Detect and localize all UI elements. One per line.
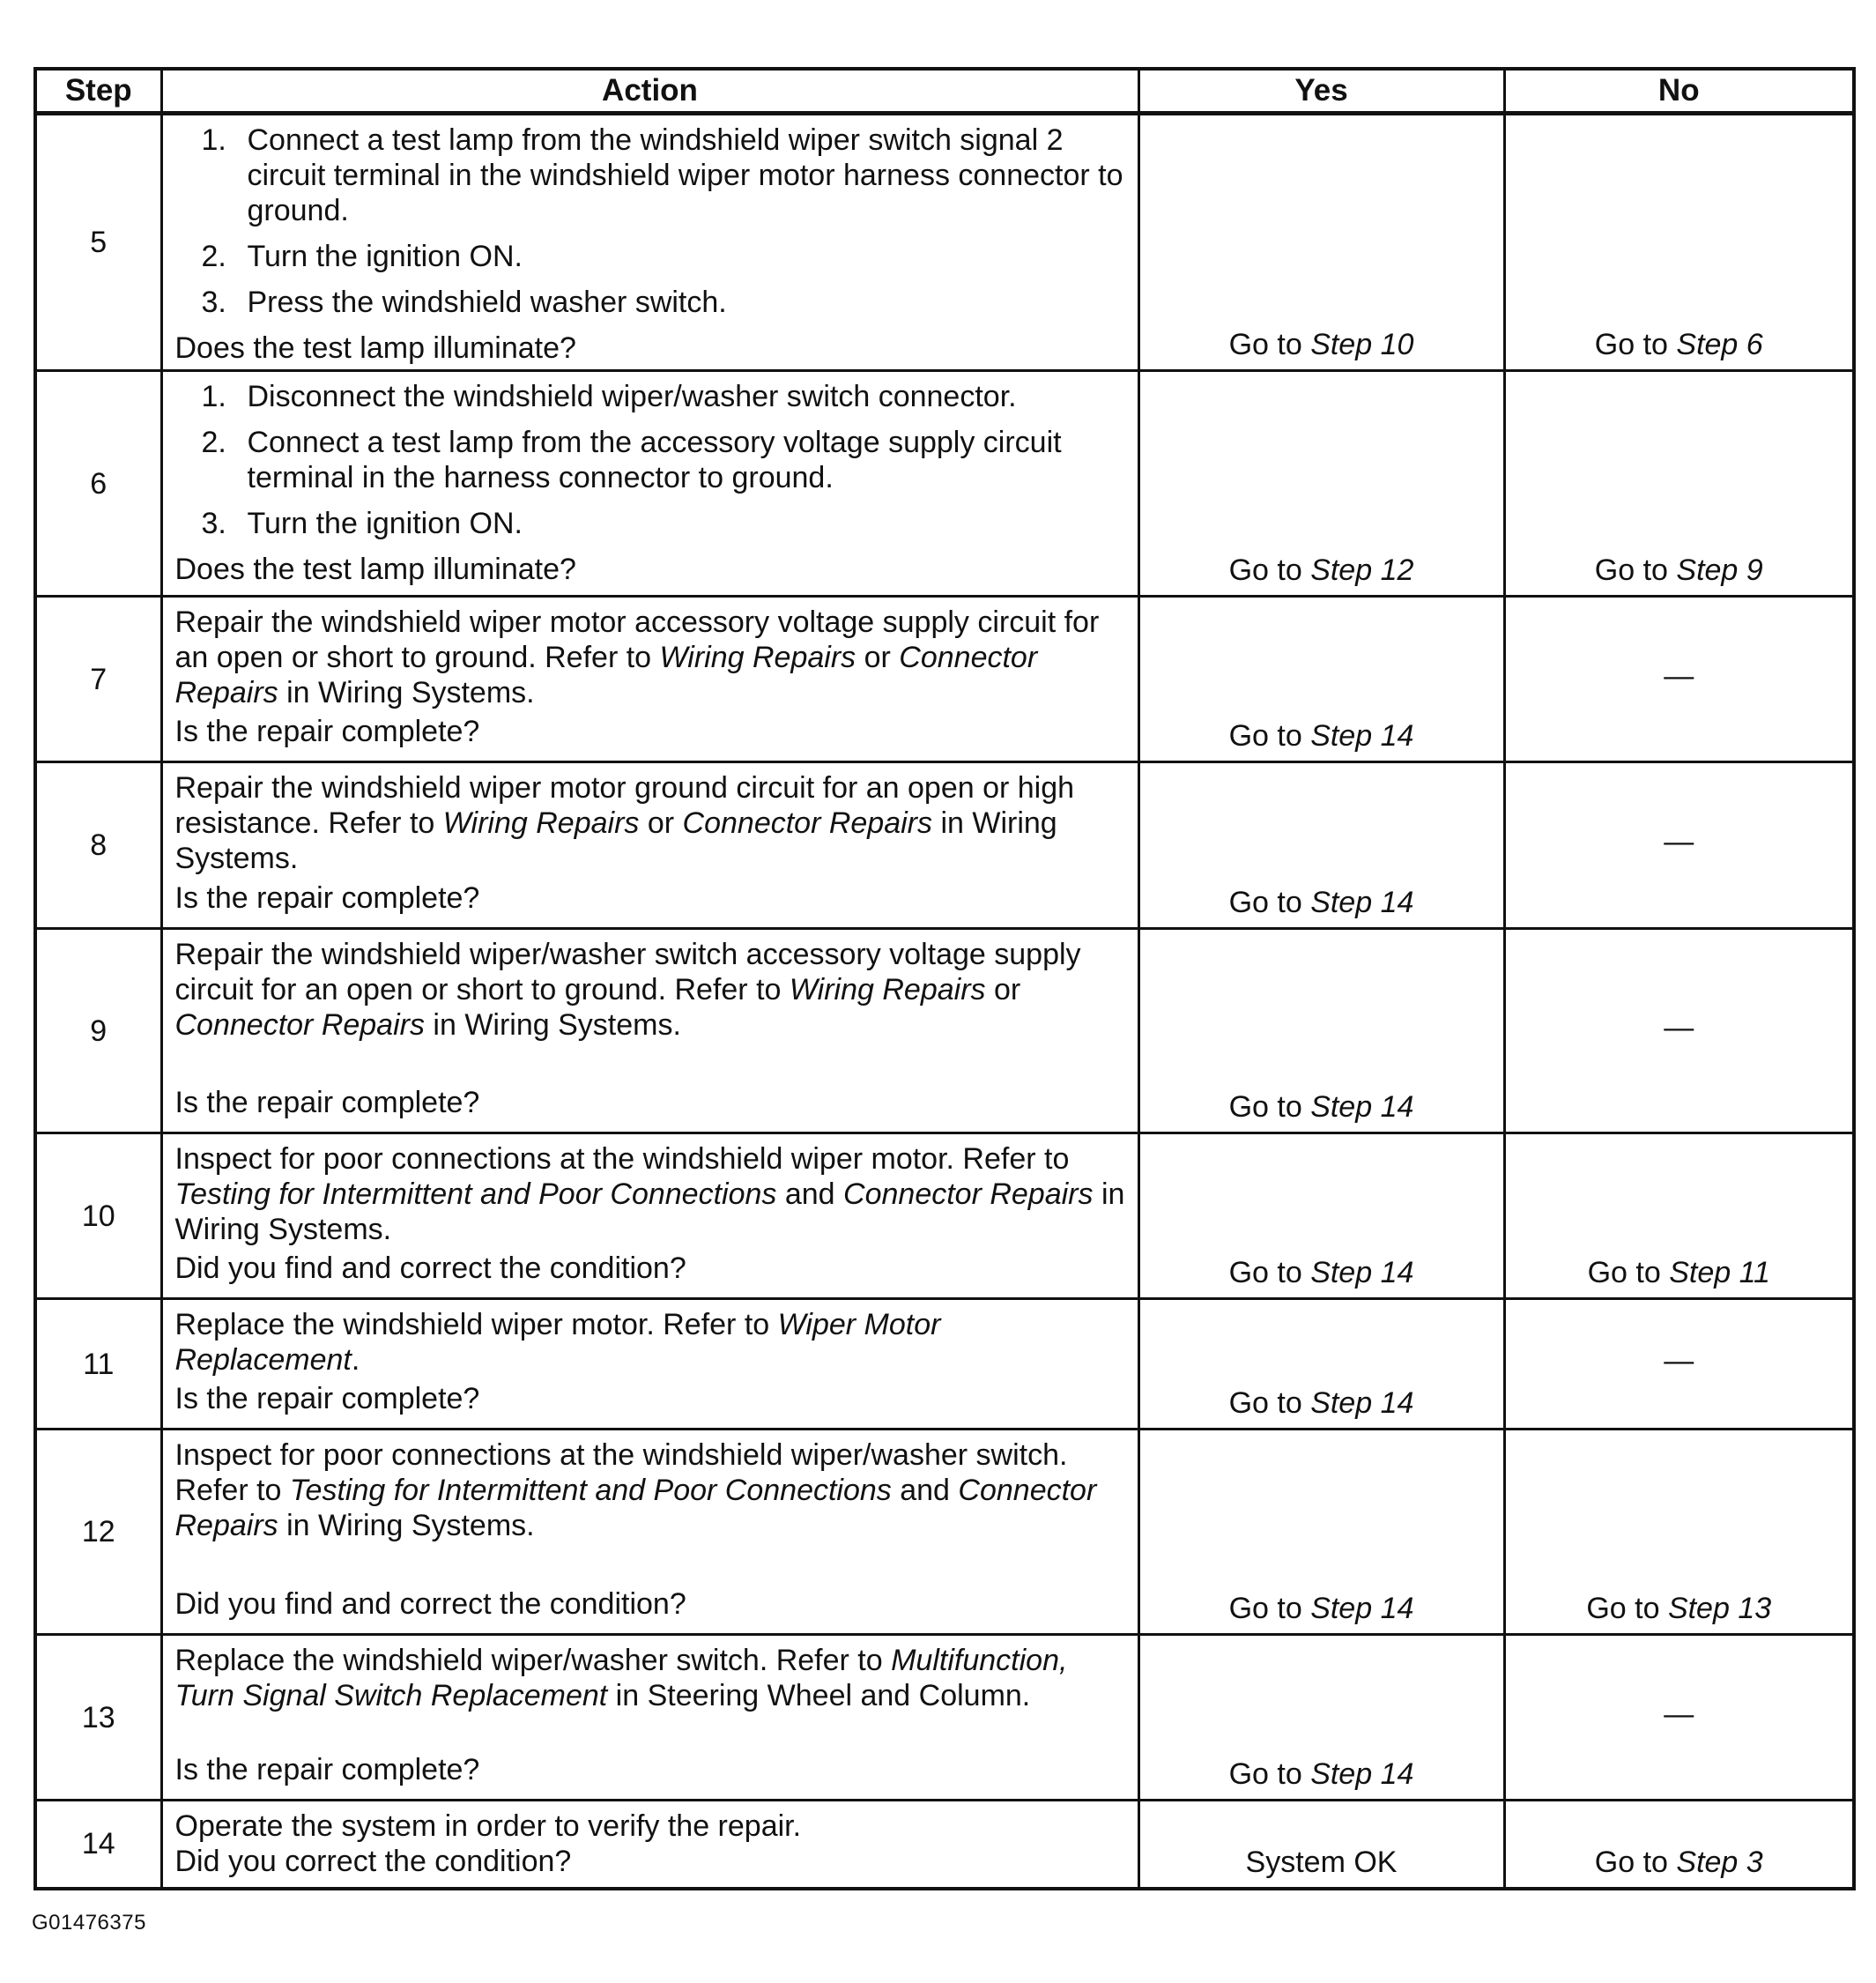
action-text-segment: in Wiring Systems. — [424, 1008, 681, 1042]
action-question: Does the test lamp illuminate? — [174, 553, 576, 586]
goto-step-target: Step 10 — [1310, 328, 1414, 361]
yes-result — [1138, 114, 1504, 371]
reference-link-text: Wiring Repairs — [659, 641, 856, 674]
reference-link-text: Testing for Intermittent and Poor Connections — [289, 1474, 892, 1507]
action-question: Is the repair complete? — [174, 1382, 480, 1415]
not-applicable-dash: — — [1664, 1697, 1694, 1731]
yes-result — [1138, 1801, 1504, 1889]
header-step: Step — [35, 69, 161, 114]
yes-result — [1138, 762, 1504, 929]
step-number: 13 — [35, 1635, 161, 1801]
action-step-text: Disconnect the windshield wiper/washer switch connector. — [247, 380, 1017, 413]
step-number: 9 — [35, 929, 161, 1133]
action-text-segment: Replace the windshield wiper motor. Refer to — [174, 1308, 778, 1341]
diagnostic-table — [33, 67, 1856, 1890]
step-number: 5 — [35, 114, 161, 371]
yes-result — [1138, 1635, 1504, 1801]
goto-step-target: Step 14 — [1310, 1592, 1414, 1625]
action-text-segment: or — [639, 806, 683, 840]
action-step-number: 1. — [201, 380, 226, 413]
table-row — [35, 1801, 1854, 1889]
action-text — [175, 770, 1127, 876]
not-applicable-dash: — — [1664, 1010, 1694, 1044]
action-step — [175, 425, 1127, 495]
action-step-number: 2. — [201, 240, 226, 273]
action-text-segment: or — [856, 641, 900, 674]
action-text — [175, 1437, 1127, 1543]
action-step-text: Turn the ignition ON. — [247, 240, 523, 273]
not-applicable-dash: — — [1664, 1343, 1694, 1378]
goto-step-target: Step 14 — [1310, 1386, 1414, 1420]
action-text — [175, 937, 1127, 1043]
goto-step-target: Step 14 — [1310, 886, 1414, 919]
goto-prefix: Go to — [1228, 1592, 1311, 1625]
action-text-segment: in Wiring Systems. — [278, 676, 535, 709]
action-text-segment: in Wiring Systems. — [278, 1509, 535, 1542]
action-cell — [161, 762, 1138, 929]
step-number: 6 — [35, 371, 161, 597]
no-result — [1504, 1133, 1854, 1299]
action-cell — [161, 1299, 1138, 1430]
action-question: Did you correct the condition? — [174, 1845, 572, 1878]
table-row — [35, 1133, 1854, 1299]
table-row — [35, 1299, 1854, 1430]
no-result — [1504, 1299, 1854, 1430]
yes-result — [1138, 371, 1504, 597]
action-text-segment: Operate the system in order to verify the repair. — [174, 1809, 802, 1843]
step-number: 12 — [35, 1430, 161, 1635]
goto-prefix: Go to — [1594, 1845, 1677, 1879]
no-result — [1504, 929, 1854, 1133]
action-step-number: 1. — [201, 123, 226, 157]
goto-prefix: Go to — [1228, 1757, 1311, 1791]
reference-link-text: Wiring Repairs — [442, 806, 640, 840]
action-step — [175, 506, 1127, 541]
goto-step-target: Step 9 — [1676, 553, 1763, 587]
header-no: No — [1504, 69, 1854, 114]
yes-result — [1138, 929, 1504, 1133]
action-question: Is the repair complete? — [174, 715, 480, 748]
action-step — [175, 123, 1127, 228]
goto-step-target: Step 14 — [1310, 719, 1414, 753]
action-text-segment: in Wiring Systems. — [174, 1177, 1125, 1246]
action-step — [175, 285, 1127, 320]
table-row — [35, 371, 1854, 597]
header-yes: Yes — [1138, 69, 1504, 114]
no-result — [1504, 1635, 1854, 1801]
action-question: Is the repair complete? — [174, 1086, 480, 1119]
action-question: Is the repair complete? — [174, 1753, 480, 1786]
table-row — [35, 597, 1854, 762]
table-row — [35, 929, 1854, 1133]
action-steps-list — [175, 123, 1127, 320]
step-number: 10 — [35, 1133, 161, 1299]
goto-step-target: Step 3 — [1676, 1845, 1763, 1879]
action-text — [175, 605, 1127, 710]
action-step — [175, 379, 1127, 414]
step-number: 11 — [35, 1299, 161, 1430]
action-cell — [161, 597, 1138, 762]
action-steps-list — [175, 379, 1127, 541]
action-text-segment: . — [351, 1343, 360, 1377]
action-step-text: Connect a test lamp from the accessory voltage supply circuit terminal in the harness connector to ground. — [247, 426, 1062, 494]
action-text-segment: Inspect for poor connections at the windshield wiper motor. Refer to — [174, 1142, 1070, 1176]
action-question: Does the test lamp illuminate? — [174, 331, 576, 365]
no-result — [1504, 597, 1854, 762]
action-text-segment: in Steering Wheel and Column. — [607, 1679, 1031, 1712]
action-text-segment: and — [891, 1474, 959, 1507]
action-text — [175, 1307, 1127, 1378]
goto-prefix: Go to — [1594, 553, 1677, 587]
reference-link-text: Wiper Motor Replacement — [174, 1308, 941, 1377]
action-step-number: 3. — [201, 286, 226, 319]
action-text-segment: Repair the windshield wiper motor accessory voltage supply circuit for an open or short to ground. Refer to — [174, 605, 1100, 674]
goto-step-target: Step 6 — [1676, 328, 1763, 361]
goto-prefix: Go to — [1587, 1256, 1670, 1289]
not-applicable-dash: — — [1664, 658, 1694, 693]
action-text — [175, 1808, 1127, 1844]
no-result — [1504, 1430, 1854, 1635]
action-cell — [161, 1133, 1138, 1299]
goto-prefix: Go to — [1228, 553, 1311, 587]
action-text — [175, 1643, 1127, 1713]
goto-prefix: Go to — [1228, 1386, 1311, 1420]
action-cell — [161, 1430, 1138, 1635]
header-action: Action — [161, 69, 1138, 114]
action-step-text: Turn the ignition ON. — [247, 507, 523, 540]
reference-link-text: Testing for Intermittent and Poor Connections — [174, 1177, 777, 1211]
action-text-segment: or — [985, 973, 1021, 1006]
action-cell — [161, 371, 1138, 597]
action-cell — [161, 114, 1138, 371]
goto-step-target: Step 14 — [1310, 1090, 1414, 1124]
goto-step-target: Step 11 — [1669, 1256, 1770, 1289]
action-step-number: 2. — [201, 426, 226, 459]
table-row — [35, 762, 1854, 929]
action-step-text: Press the windshield washer switch. — [247, 286, 727, 319]
goto-step-target: Step 14 — [1310, 1256, 1414, 1289]
action-step — [175, 239, 1127, 274]
step-number: 14 — [35, 1801, 161, 1889]
action-cell — [161, 929, 1138, 1133]
goto-step-target: Step 12 — [1310, 553, 1414, 587]
action-cell — [161, 1635, 1138, 1801]
table-row — [35, 1635, 1854, 1801]
step-number: 7 — [35, 597, 161, 762]
step-number: 8 — [35, 762, 161, 929]
reference-link-text: Multifunction, Turn Signal Switch Replacement — [174, 1644, 1068, 1712]
yes-result — [1138, 1299, 1504, 1430]
action-text-segment: Repair the windshield wiper/washer switch accessory voltage supply circuit for an open or short to ground. Refer to — [174, 938, 1081, 1006]
table-row — [35, 114, 1854, 371]
action-text-segment: Inspect for poor connections at the windshield wiper/washer switch. Refer to — [174, 1438, 1068, 1507]
yes-result — [1138, 1430, 1504, 1635]
table-header-row — [35, 69, 1854, 114]
goto-prefix: Go to — [1586, 1592, 1668, 1625]
reference-link-text: Connector Repairs — [174, 1008, 425, 1042]
action-step-number: 3. — [201, 507, 226, 540]
no-result — [1504, 1801, 1854, 1889]
goto-prefix: Go to — [1228, 886, 1311, 919]
action-text — [175, 1141, 1127, 1247]
figure-id: G01476375 — [32, 1911, 146, 1935]
goto-prefix: Go to — [1228, 328, 1311, 361]
yes-result — [1138, 597, 1504, 762]
no-result — [1504, 371, 1854, 597]
reference-link-text: Wiring Repairs — [789, 973, 986, 1006]
action-text-segment: and — [776, 1177, 844, 1211]
not-applicable-dash: — — [1664, 825, 1694, 858]
goto-prefix: Go to — [1228, 1256, 1311, 1289]
action-question: Did you find and correct the condition? — [174, 1251, 686, 1285]
action-step-text: Connect a test lamp from the windshield wiper switch signal 2 circuit terminal in the windshield wiper motor harness connector to ground. — [247, 123, 1123, 227]
reference-link-text: Connector Repairs — [843, 1177, 1094, 1211]
no-result — [1504, 762, 1854, 929]
goto-step-target: Step 14 — [1310, 1757, 1414, 1791]
reference-link-text: Connector Repairs — [174, 1474, 1097, 1542]
action-text-segment: Repair the windshield wiper motor ground circuit for an open or high resistance. Refer to — [174, 771, 1075, 840]
yes-result — [1138, 1133, 1504, 1299]
goto-prefix: Go to — [1594, 328, 1677, 361]
goto-prefix: Go to — [1228, 1090, 1311, 1124]
table-row — [35, 1430, 1854, 1635]
goto-step-target: Step 13 — [1667, 1592, 1772, 1625]
action-question: Did you find and correct the condition? — [174, 1587, 686, 1621]
action-cell — [161, 1801, 1138, 1889]
goto-prefix: Go to — [1228, 719, 1311, 753]
action-text-segment: Replace the windshield wiper/washer switch. Refer to — [174, 1644, 892, 1677]
action-text-segment: in Wiring Systems. — [174, 806, 1057, 875]
result-text: System OK — [1245, 1845, 1398, 1879]
action-question: Is the repair complete? — [174, 881, 480, 915]
table-body — [35, 114, 1854, 1889]
no-result — [1504, 114, 1854, 371]
reference-link-text: Connector Repairs — [174, 641, 1038, 709]
reference-link-text: Connector Repairs — [682, 806, 933, 840]
